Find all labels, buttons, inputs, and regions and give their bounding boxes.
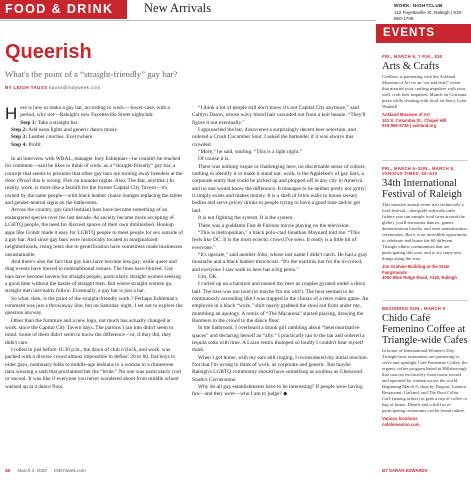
article-dek: What's the point of a “straight-friendly” gay bar? xyxy=(5,69,178,79)
body-paragraph: There was a goddamn Fast & Furious movie playing on the television. xyxy=(198,222,350,229)
body-paragraph: Other than the furniture and a new logo, not much has actually changed at work. since the Capital City Tavern days. The patrons I ran into didn't seem to mind. Some of them didn't seem to know the difference—or, if they did, they didn't care. xyxy=(5,317,174,346)
event-card xyxy=(382,166,468,281)
body-paragraph: Why do all gay establishments have to be interesting? If people were having fun—and they were—who I am to judge? ◆ xyxy=(192,384,363,398)
page-footer xyxy=(5,468,92,473)
venue-address: 112 Fayetteville St, Raleigh xyxy=(394,9,450,15)
section-tag-label: FOOD & DRINK xyxy=(5,2,114,16)
body-paragraph: Um, OK. xyxy=(198,273,218,280)
step-item: Step 4: Profit. xyxy=(11,141,43,148)
body-paragraph: “This is metropolitan,” a black polo-clad Jonathan Maynard told me. “This feels like DC. It is the most eclectic crowd I've seen. It really is a little bit of everyone.” xyxy=(192,229,360,251)
body-paragraph: And there's also the fact that gay bars have become less gay, while queer and drag events have moved to nontraditional venues. The lines have blurred. Gay bars have become havens for straight people, particularly straight women seeking a good time without the hassle of straight men. But where straight women go, straight men inevitably follow. Eventually, a gay bar is just a bar. xyxy=(5,258,181,295)
step-item: Step 1: Take a straight bar. xyxy=(20,119,79,126)
byline xyxy=(5,85,100,90)
section-tag xyxy=(0,0,127,19)
section-title: New Arrivals xyxy=(144,1,211,15)
byline-author: BY LEIGH TAUSS xyxy=(5,85,48,90)
body-paragraph: I curled up on a barstool and nursed my beer as couples gyrated under a disco ball. The bass was too loud (or maybe I'm too old?). The beat seemed to be continuously ascending like I was trapped in the climax of a retro video game. An employee in a black “work.” shirt nearly grabbed the stool out from under me, mumbling an apology. A remix of “The Macarena” started playing, drawing the Boomers in the crowd to the dance floor. xyxy=(192,281,369,324)
events-header xyxy=(376,24,471,43)
event-card xyxy=(382,54,468,129)
event-divider xyxy=(382,300,468,301)
venue-phone: 919-650-1738 xyxy=(394,9,463,21)
article-column-1 xyxy=(5,105,183,391)
article-column-2 xyxy=(192,105,370,399)
event-card xyxy=(382,306,468,427)
site-name: INDYweek.com xyxy=(54,468,86,473)
sidebar-credit: BY SARAH EDWARDS xyxy=(382,468,428,473)
body-paragraph: It is not fighting the system. It is the system. xyxy=(198,215,294,222)
event-venue: Ackland Museum of Art 101 S. Columbia St., Chapel Hill 919-966-5736 | ackland.org xyxy=(382,112,447,128)
venue-box: WORK. NIGHTCLUB 112 Fayetteville St, Raleigh | 919-650-1738 xyxy=(394,3,463,21)
event-venue: Various locations cafefemenino.com xyxy=(382,416,420,427)
intro-text: ere is how to make a gay bar, according to work.—lower-case, with a period, why not—Raleigh's new Fayetteville Street nightclub: xyxy=(20,105,170,119)
body-paragraph: “It's upscale,” said another John, whose last name I didn't catch. He had a gray mustache and a black leather trenchcoat. “It's the martinis bar for the in-crowd, and everyone I saw walk in here has a big penis.” xyxy=(192,251,368,273)
article-headline: Queerish xyxy=(5,41,92,63)
event-date: FRI., MARCH 6, 7 P.M., $30 xyxy=(382,54,443,59)
body-paragraph: “I think a lot of people still don't know it's not Capital City anymore,” said Caitlyn Daron, whose wavy blond hair cascaded out from a knit beanie. “They'll figure it out eventually.” xyxy=(192,105,366,126)
venue-name: WORK. NIGHTCLUB xyxy=(394,3,443,8)
event-date: FRI., MARCH 6–SUN., MARCH 8, VARIOUS TIMES, $6–$10 xyxy=(382,166,455,176)
event-description: Craftbox is partnering with the Ackland Museum of Art on an “art and draft” event that marries your crafting impulses with your, well, craft beer impulses. Munch on Coronata pizza while chatting with local art Stacy Lynn Waddell. xyxy=(382,74,467,109)
event-description: In honor of International Women's Day, Triangle-area restaurants are partnering to serve and spotlight Café Femenino Coffee, the organic coffee program based in Hillsborough that sources exclusively from farms owned and operated by women across the world. Beginning March 8, shop by Dugout, Lantern Restaurant, Garland, and The Root Cellar Café (among others) to grab a cup of coffee or bag of beans. Details and a full list of participating restaurants can be found online. xyxy=(382,348,468,413)
event-title: Chido Café Femenino Coffee at Triangle-wide Cafes xyxy=(382,313,468,346)
drop-cap: H xyxy=(5,104,18,123)
body-paragraph: There was nothing risque or challenging here, no discernable sense of culture, nothing to identify it or make it stand out. work. is the Applebee's of gay bars, a corporate entity that could be picked up and plopped off in any city in America and no one would know the difference. It manages to be neither pretty nor gritty; it simply exists and makes money. It is a shell of brick walls to house sweaty bodies and serve pricey drinks to people trying to have a good time and/or get laid. xyxy=(192,163,367,214)
event-date: BEGINNING SUN., MARCH 8 xyxy=(382,306,446,311)
step-item: Step 2: Add neon lights and generic dance music. xyxy=(11,127,119,134)
header-divider xyxy=(0,20,376,21)
issue-date: March 4, 2020 xyxy=(17,468,47,473)
event-title: Arts & Crafts xyxy=(382,61,440,72)
body-paragraph: In an interview with WRAL, manager Joey Eshleman—he couldn't be reached for comment—said he likes to think of work. as a “straight-friendly” gay bar, a concept that seems to presume that other gay bars are turning away breeders at the door. (Proof this is wrong: Flex on karaoke nights. Also, The Bar, anytime.) In reality, work. is more like a facelift for the former Capital City Tavern—it's owned by the same people—with black leather chaise lounges replacing the tables and gender-neutral signs on the bathrooms. xyxy=(5,156,183,207)
body-paragraph: In the bathroom, I overheard a drunk girl rambling about “heteronormative spaces” and declaring herself an “ally.” I practically ran to the bar and ordered a tequila soda with lime. A Lizzo remix thumped so loudly I couldn't hear myself think. xyxy=(192,325,365,354)
events-title: EVENTS xyxy=(383,27,436,39)
byline-email[interactable]: ltauss@indyweek.com xyxy=(48,85,101,90)
body-paragraph: I approached the bar, discovered a surprisingly decent beer selection, and ordered a Crush Cucumber Sour. I asked the bartender if it was always this crowded. xyxy=(192,127,356,148)
step-item: Step 3: Leather couches. Everywhere. xyxy=(11,134,94,141)
body-paragraph: I rolled in just before 11:30 p.m., the dawn of club o'clock, and work. was packed with a diverse crowd almost impossible to define: 20 to 60, frat boys to older gays, nonbinary folks to middle-age lesbians to a woman in a rhinestone tiara wearing a sash that proclaimed her the “bride.” No one was particularly cool or uncool. It was like if everyone you never wondered about from middle school washed up at a dance floor. xyxy=(5,347,182,390)
body-paragraph: Across the country, gay (and lesbian) bars have become something of an endangered species over the last decade. As society became more accepting of LGBTQ people, the need for discreet spaces of their own diminished. Hookup apps like Grindr made it easy for LGBTQ people to meet people for sex outside of a gay bar. And since gay bars were historically located in marginalized neighborhoods, rising rents due to gentrification have sometimes made businesses unsustainable. xyxy=(5,207,183,258)
event-venue: Jim Graham Building at the State Fairgrounds 4000 Blue Ridge Road, #140, Raleigh xyxy=(382,264,457,280)
body-paragraph: So what, then, is the point of the straight-friendly work.? Perhaps Eshleman's comment was just a throwaway line, but on Saturday night, I set out to explore the question anyway. xyxy=(5,295,183,317)
event-title: 34th International Festival of Raleigh xyxy=(382,178,462,200)
body-paragraph: Of course it is. xyxy=(198,156,230,163)
body-paragraph: When I got home, with my ears still ringing, I reconsidered my initial reaction. Not that I'm wrong to think of work. as corporate and generic. But maybe Raleigh's LGBTQ community should have something as soulless as Glenwood South's Cornerstone. xyxy=(192,354,369,383)
steps-list xyxy=(11,120,183,149)
event-description: This massive annual event isn't technically a food festival—alongside sidewalk cafés (where you can sample food from around the globe), you'll encounter dances, games, demonstration booths, and even naturalization ceremonies. But it is an incredible opportunity to celebrate and honor the 60 different Triangle ethnic communities that are participating this year, and to try some new things along the way. xyxy=(382,202,468,261)
event-divider xyxy=(382,160,468,161)
body-paragraph: “More,” he said, smiling. “This is a light night.” xyxy=(198,149,302,156)
page-number: 36 xyxy=(5,468,11,473)
